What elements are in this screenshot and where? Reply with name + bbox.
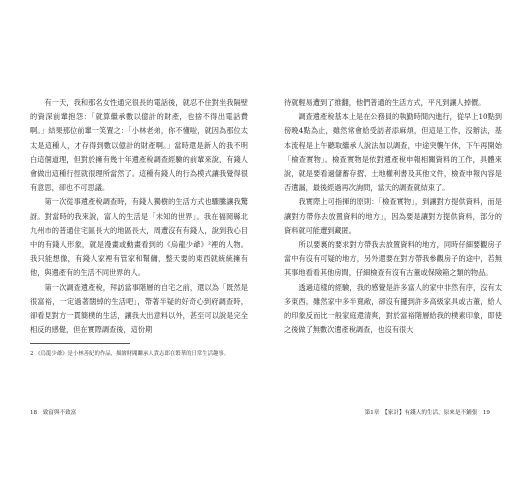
left-page-body xyxy=(30,96,248,337)
left-paragraph-2: 第一次從事遺產稅調查時，有錢人獨樹的生活方式也驟騰讓我驚訝。對當時的我來說，富人的生活是「未知的世界」。我在福岡縣北九州市的普通住宅區長大的地區長大，周遭沒有有錢人，說到我心目中的有錢人形象，就是漫畫或動畫看到的《烏龍少爺》²裡的人物。我只能想像，有錢人家裡有管家和幫傭，整天要的東西就統統擁有他，與遺產有的生活不同世界的人。 xyxy=(30,197,248,278)
right-paragraph-5: 透過這樣的經驗，我的感覺是許多富人的家中非然有序，沒有太多東西。雖然家中多半寬敞，卻沒有擺到許多高級家具或古董，給人的印象反而比一般家庭還清爽，對於富裕階層給我的樸素印象，即使之後做了無數次遺產稅調查，也沒有很大 xyxy=(284,282,502,335)
right-page-body xyxy=(284,96,502,337)
right-paragraph-3: 我實際上可指揮的原則：「檢查實物」，到讓對方提供資料，而是讓對方帶你去放置資料的地方」，因為要是讓對方提供資料，部分的資料就可能遭到藏匿。 xyxy=(284,197,502,235)
left-paragraph-1: 有一天，我和那名女性通完很長的電話後，就忍不住對坐我隔壁的資深前輩抱怨：「就算繼承數以億計的財產，也捨不得出電話費啊。」結果那位前輩一笑置之：「小林老弟，你不懂啦，就因為那位太太是這種人，才存得到數以億計的財產啊。」當時還是新人的我不明白這個道理，但對於擁有幾十年遺產稅調查經驗的前輩來說，有錢人會做出這種行徑就很理所當然了。這種有錢人的行為模式讓我覺得很有意思，卻也不可思議。 xyxy=(30,98,248,193)
right-paragraph-4: 所以要裏的要求對方帶我去放置資料的地方，同時仔細要觀房子當中有沒有可疑的地方，另外還要在對方帶我參觀房子的途中，若無其事地看看其他房間，仔細檢查有沒有古董或保險箱之類的物品。 xyxy=(284,240,502,278)
footnote: 2 《烏龍少爺》是小林善紀的作品，描繪財閥繼承人貴志郎在繁華的日常生活趣事。 xyxy=(30,351,230,357)
right-paragraph-2: 調查遺產稅基本上是在公務員的執勤時間內進行，從早上10點到傍晚4點為止，雖然常會給受訪者添麻煩，但這是工作，沒辦法，基本流程是上午聽取繼承人說法加以調查，中途突襲午休，下午再開始「檢查實物」。檢查實物是依對遺產稅申報相關資料的工作，具體來說，就是要看過儲蓄存摺、土地權利書及其他文件，檢查申報內容是否遺漏，最後經過再次詢問，當天的調查就結束了。 xyxy=(284,112,502,193)
right-page-folio: 第1章 【家計】有錢人的生活，原來是不鋪張 19 xyxy=(364,410,490,416)
footnote-divider xyxy=(30,343,130,344)
left-paragraph-3: 第一次調查遺產稅，拜訪當事階層的自宅之前，還以為「既然是很富裕，一定過著闊綽的生活吧」，帶著半疑的好奇心到府調查時，卻看見對方一貫簡樸的生活，讓我大出意料以外，甚至可以說是完全相反的感覺，但在實際調查後，這份期 xyxy=(30,282,248,335)
left-page-folio: 18 致富與不致富 xyxy=(30,410,77,416)
right-paragraph-1: 待就輕易遭到了推翻，他們普通的生活方式，平凡到讓人掉價。 xyxy=(284,98,486,107)
